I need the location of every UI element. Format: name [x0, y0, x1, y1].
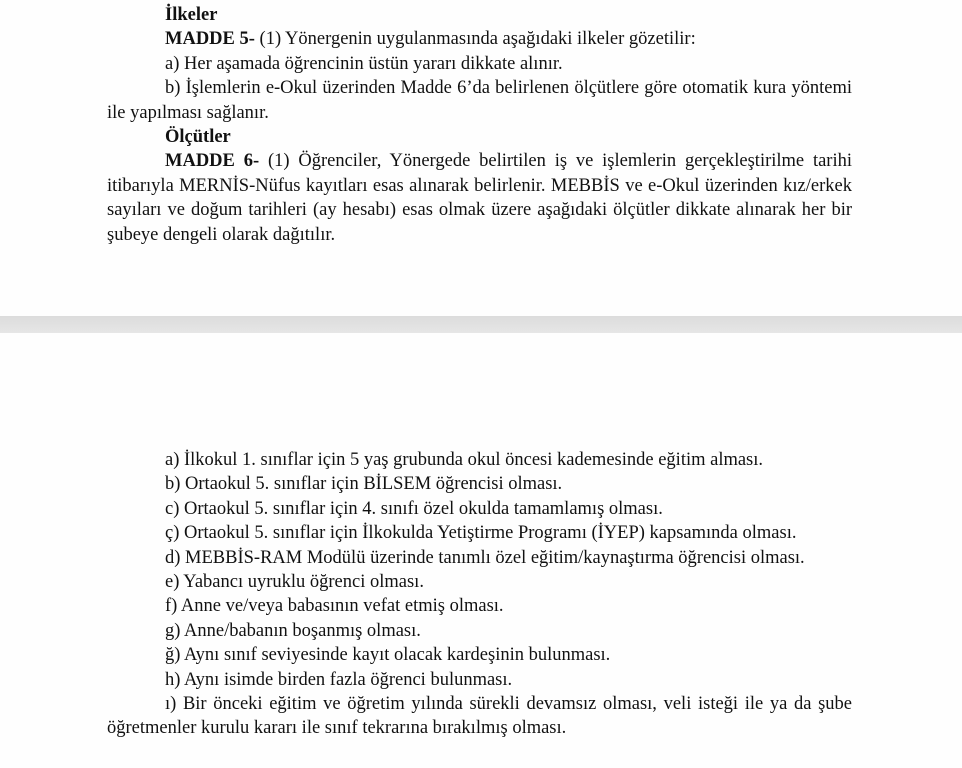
criteria-item: ı) Bir önceki eğitim ve öğretim yılında sürekli devamsız olması, veli isteği ile ya da şube öğretmenler kurulu kararı ile sınıf tekrarına bırakılmış olması.: [107, 694, 852, 739]
criteria-item: h) Aynı isimde birden fazla öğrenci bulunması.: [165, 669, 513, 690]
criteria-item: b) Ortaokul 5. sınıflar için BİLSEM öğrencisi olması.: [165, 474, 563, 495]
criteria-item: a) İlkokul 1. sınıflar için 5 yaş grubunda okul öncesi kademesinde eğitim alması.: [165, 450, 764, 470]
criteria-item: c) Ortaokul 5. sınıflar için 4. sınıfı özel okulda tamamlamış olması.: [165, 498, 663, 519]
page-separator: [0, 316, 962, 333]
criteria-item: g) Anne/babanın boşanmış olması.: [165, 620, 421, 641]
document-page-1: [107, 3, 852, 247]
article-5-item-a: a) Her aşamada öğrencinin üstün yararı dikkate alınır.: [165, 53, 563, 74]
article-5-label: MADDE 5-: [165, 29, 255, 50]
criteria-item: d) MEBBİS-RAM Modülü üzerinde tanımlı özel eğitim/kaynaştırma öğrencisi olması.: [165, 547, 805, 568]
criteria-item: e) Yabancı uyruklu öğrenci olması.: [165, 572, 424, 593]
article-5-text: (1) Yönergenin uygulanmasında aşağıdaki ilkeler gözetilir:: [254, 29, 696, 50]
article-5-item-b: b) İşlemlerin e-Okul üzerinden Madde 6’da belirlenen ölçütlere göre otomatik kura yöntemi ile yapılması sağlanır.: [107, 78, 852, 123]
section-heading-ilkeler: İlkeler: [165, 5, 218, 25]
article-6-text: (1) Öğrenciler, Yönergede belirtilen iş ve işlemlerin gerçekleştirilme tarihi itibarıyla MERNİS-Nüfus kayıtları esas alınarak belirlenir. MEBBİS ve e-Okul üzerinden kız/erkek sayıları ve doğum tarihleri (ay hesabı) esas olmak üzere aşağıdaki ölçütler dikkate alınarak her bir şubeye dengeli olarak dağıtılır.: [107, 151, 852, 245]
document-page-2: [107, 448, 852, 741]
article-6-label: MADDE 6-: [165, 151, 260, 172]
criteria-item: ç) Ortaokul 5. sınıflar için İlkokulda Yetiştirme Programı (İYEP) kapsamında olması.: [165, 523, 797, 544]
article-5-intro: [107, 27, 852, 51]
section-heading-olcutler: Ölçütler: [165, 127, 231, 148]
article-6-intro: [107, 149, 852, 247]
criteria-item: f) Anne ve/veya babasının vefat etmiş olması.: [165, 596, 504, 617]
criteria-item: ğ) Aynı sınıf seviyesinde kayıt olacak kardeşinin bulunması.: [165, 645, 611, 666]
